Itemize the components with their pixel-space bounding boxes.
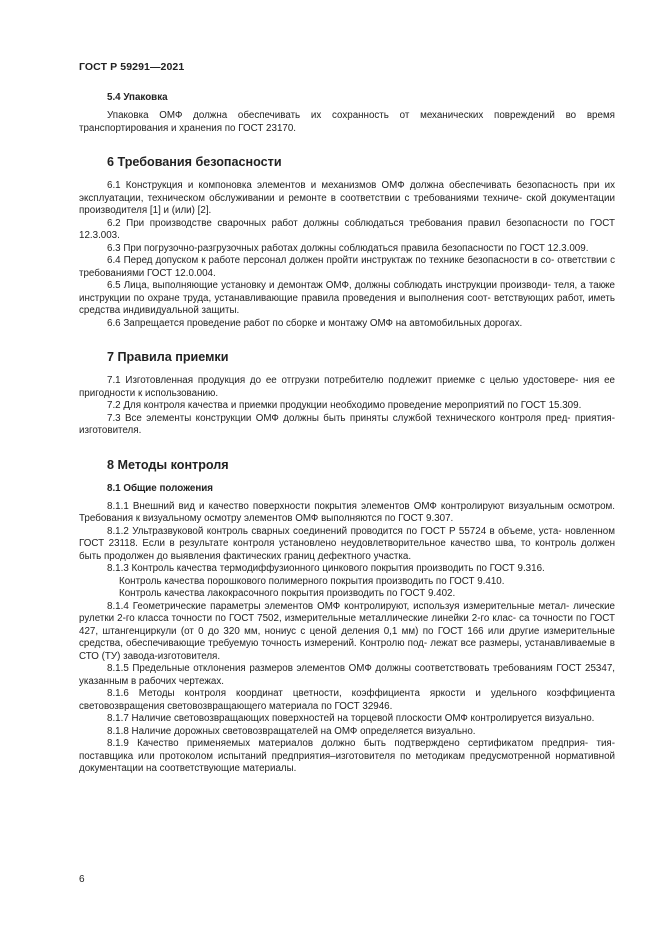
paragraph-8-1-4: 8.1.4 Геометрические параметры элементов ОМФ контролируют, используя измерительные метал- лические рулетки 2-го класса точности по ГОСТ 7502, измерительные металлические линейки 2-го клас- са точности по ГОСТ 427, штангенциркули (от 0 до 320 мм, нониус с ценой деления 0,1 мм) по ГОСТ 166 или другие измерительные средства, обеспечивающие требуемую точность измерений. Контролю под- лежат все размеры, устанавливаемые в СТО (ТУ) завода-изготовителя. — [79, 600, 615, 662]
paragraph-8-1-3: 8.1.3 Контроль качества термодиффузионного цинкового покрытия производить по ГОСТ 9.316. — [107, 563, 545, 574]
paragraph-8-1-9: 8.1.9 Качество применяемых материалов должно быть подтверждено сертификатом предприя- тия-поставщика или протоколом испытаний предприятия–изготовителя по методикам предусмотренной нормативной документации на соответствующие материалы. — [79, 738, 615, 774]
paragraph-8-1-1: 8.1.1 Внешний вид и качество поверхности покрытия элементов ОМФ контролируют визуальным осмотром. Требования к визуальному осмотру элементов ОМФ выполняются по ГОСТ 9.307. — [79, 500, 615, 524]
paragraph-7-1: 7.1 Изготовленная продукция до ее отгрузки потребителю подлежит приемке с целью удостовере- ния ее пригодности к использованию. — [79, 375, 615, 399]
paragraph-6-4: 6.4 Перед допуском к работе персонал должен пройти инструктаж по технике безопасности в со- ответствии с требованиями ГОСТ 12.0.004. — [79, 255, 615, 279]
section-5-4-title: 5.4 Упаковка — [107, 92, 168, 103]
paragraph-8-1-3-powder: Контроль качества порошкового полимерного покрытия производить по ГОСТ 9.410. — [119, 575, 505, 587]
paragraph-7-2: 7.2 Для контроля качества и приемки продукции необходимо проведение мероприятий по ГОСТ 15.309. — [107, 400, 582, 411]
document-header: ГОСТ Р 59291—2021 — [79, 61, 185, 73]
paragraph-8-1-3-paint: Контроль качества лакокрасочного покрытия производить по ГОСТ 9.402. — [119, 588, 456, 599]
section-8-title: 8 Методы контроля — [107, 457, 229, 472]
paragraph-6-3: 6.3 При погрузочно-разгрузочных работах должны соблюдаться правила безопасности по ГОСТ 12.3.009. — [107, 242, 589, 254]
paragraph-5-4: Упаковка ОМФ должна обеспечивать их сохранность от механических повреждений во время транспортирования и хранения по ГОСТ 23170. — [79, 110, 615, 134]
paragraph-8-1-8: 8.1.8 Наличие дорожных световозвращателей на ОМФ определяется визуально. — [107, 725, 476, 737]
paragraph-8-1-7: 8.1.7 Наличие световозвращающих поверхностей на торцевой плоскости ОМФ контролируется визуально. — [107, 713, 595, 724]
paragraph-6-2: 6.2 При производстве сварочных работ должны соблюдаться требования правил безопасности по ГОСТ 12.3.003. — [79, 217, 615, 241]
paragraph-6-6: 6.6 Запрещается проведение работ по сборке и монтажу ОМФ на автомобильных дорогах. — [107, 317, 523, 329]
section-7-title: 7 Правила приемки — [107, 350, 229, 364]
section-8-1-title: 8.1 Общие положения — [107, 482, 214, 494]
paragraph-7-3: 7.3 Все элементы конструкции ОМФ должны быть приняты службой технического контроля пред- приятия-изготовителя. — [79, 412, 615, 436]
paragraph-8-1-6: 8.1.6 Методы контроля координат цветности, коэффициента яркости и удельного коэффициента световозвращения световозвращающего материала по ГОСТ 32946. — [79, 688, 615, 712]
paragraph-8-1-2: 8.1.2 Ультразвуковой контроль сварных соединений проводится по ГОСТ Р 55724 в объеме, уста- новленном ГОСТ 23118. Если в результате контроля установлено неудовлетворительное качество шва, то контроль должен быть продолжен до выявления фактических границ дефектного участка. — [79, 525, 615, 562]
section-6-title: 6 Требования безопасности — [107, 155, 282, 169]
document-body — [79, 92, 615, 776]
paragraph-6-5: 6.5 Лица, выполняющие установку и демонтаж ОМФ, должны соблюдать инструкции производи- теля, а также инструкции по охране труда, устанавливающие правила проведения и выполнения соот- ветствующих работ, иметь средства индивидуальной защиты. — [79, 280, 615, 316]
paragraph-8-1-5: 8.1.5 Предельные отклонения размеров элементов ОМФ должны соответствовать требованиям ГОСТ 25347, указанным в рабочих чертежах. — [79, 663, 615, 687]
page-number: 6 — [79, 874, 85, 885]
paragraph-6-1: 6.1 Конструкция и компоновка элементов и механизмов ОМФ должна обеспечивать безопасность при их эксплуатации, техническом обслуживании и ремонте в соответствии с требованиями техниче- ской документации производителя [1] и (или) [2]. — [79, 180, 615, 216]
